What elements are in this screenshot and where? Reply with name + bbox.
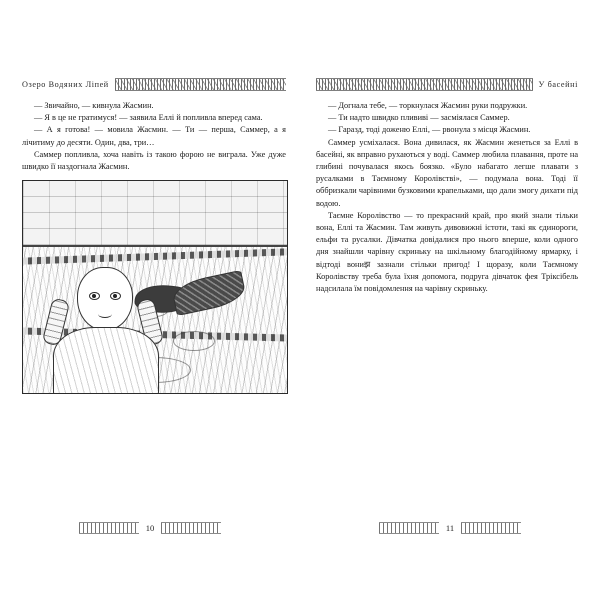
mouth-icon — [98, 310, 112, 318]
paragraph: Саммер попливла, хоча навіть із такою форою не виграла. Уже дуже швидко її наздогнала Жасмин. — [22, 149, 286, 172]
pool-wall-tiles — [23, 181, 287, 247]
ornament-divider-icon — [115, 78, 286, 91]
ornament-divider-icon — [316, 78, 533, 91]
paragraph: — Звичайно, — кивнула Жасмин. — [34, 101, 154, 110]
ornament-divider-icon — [379, 522, 439, 534]
paragraph: — А я готова! — мовила Жасмин. — Ти — перша, Саммер, а я лічитиму до десяти. Один, два, три… — [22, 125, 286, 147]
left-page — [0, 70, 300, 540]
ornament-divider-icon — [461, 522, 521, 534]
paragraph: — Ти надто швидко плививі — засміялася Саммер. — [328, 113, 510, 123]
eye-icon — [89, 292, 100, 300]
paragraph: Таємне Королівство — то прекрасний край, про який знали тільки вона, Еллі та Жасмин. Там живуть дивовижні істоти, такі як єдинороги, ельфи та русалки. Дівчатка довідалися про нього вперше, коли одного дня знайшли чарівну скриньку на шкільному благодійному ярмарку, і відтоді вониझ зазнали стільки пригод! І щоразу, коли Таємному Королівству треба була їхня допомога, подруга дівчаток фея Тріксібель надсилала їм повідомлення на чарівну скриньку. — [316, 210, 578, 294]
paragraph: — Гаразд, тоді доженю Еллі, — рвонула з місця Жасмин. — [328, 125, 531, 135]
running-head-title-right: У басейні — [538, 79, 578, 89]
pool-illustration — [22, 180, 288, 394]
right-page-text — [316, 100, 578, 295]
running-head-right — [316, 74, 578, 94]
eye-icon — [110, 292, 121, 300]
running-head-title-left: Озеро Водяних Ліпей — [22, 79, 109, 89]
ornament-divider-icon — [79, 522, 139, 534]
paragraph: Саммер усміхалася. Вона дивилася, як Жасмин женеться за Еллі в басейні, як вправно рухаються у воді. Саммер любила плавання, проте на глибині почувалася якось боязко. «Було набагато легше плавати з русалками в Таємному Королівстві», — подумала вона. Тоді її оббризкали чарівними бузковими крапельками, що дали змогу дихати під водою. — [316, 137, 578, 208]
book-spread — [0, 70, 600, 540]
left-page-text — [22, 100, 286, 173]
paragraph: — Я в це не гратимуся! — заявила Еллі й попливла вперед сама. — [34, 113, 263, 123]
girl-face — [77, 267, 133, 331]
right-page — [300, 70, 600, 540]
page-number: 11 — [445, 523, 455, 533]
page-number: 10 — [145, 523, 155, 533]
folio-right — [300, 522, 600, 534]
paragraph: — Догнала тебе, — торкнулася Жасмин руки подружки. — [328, 101, 528, 110]
girl-body — [53, 327, 159, 394]
running-head-left — [22, 74, 286, 94]
folio-left — [0, 522, 300, 534]
ornament-divider-icon — [161, 522, 221, 534]
